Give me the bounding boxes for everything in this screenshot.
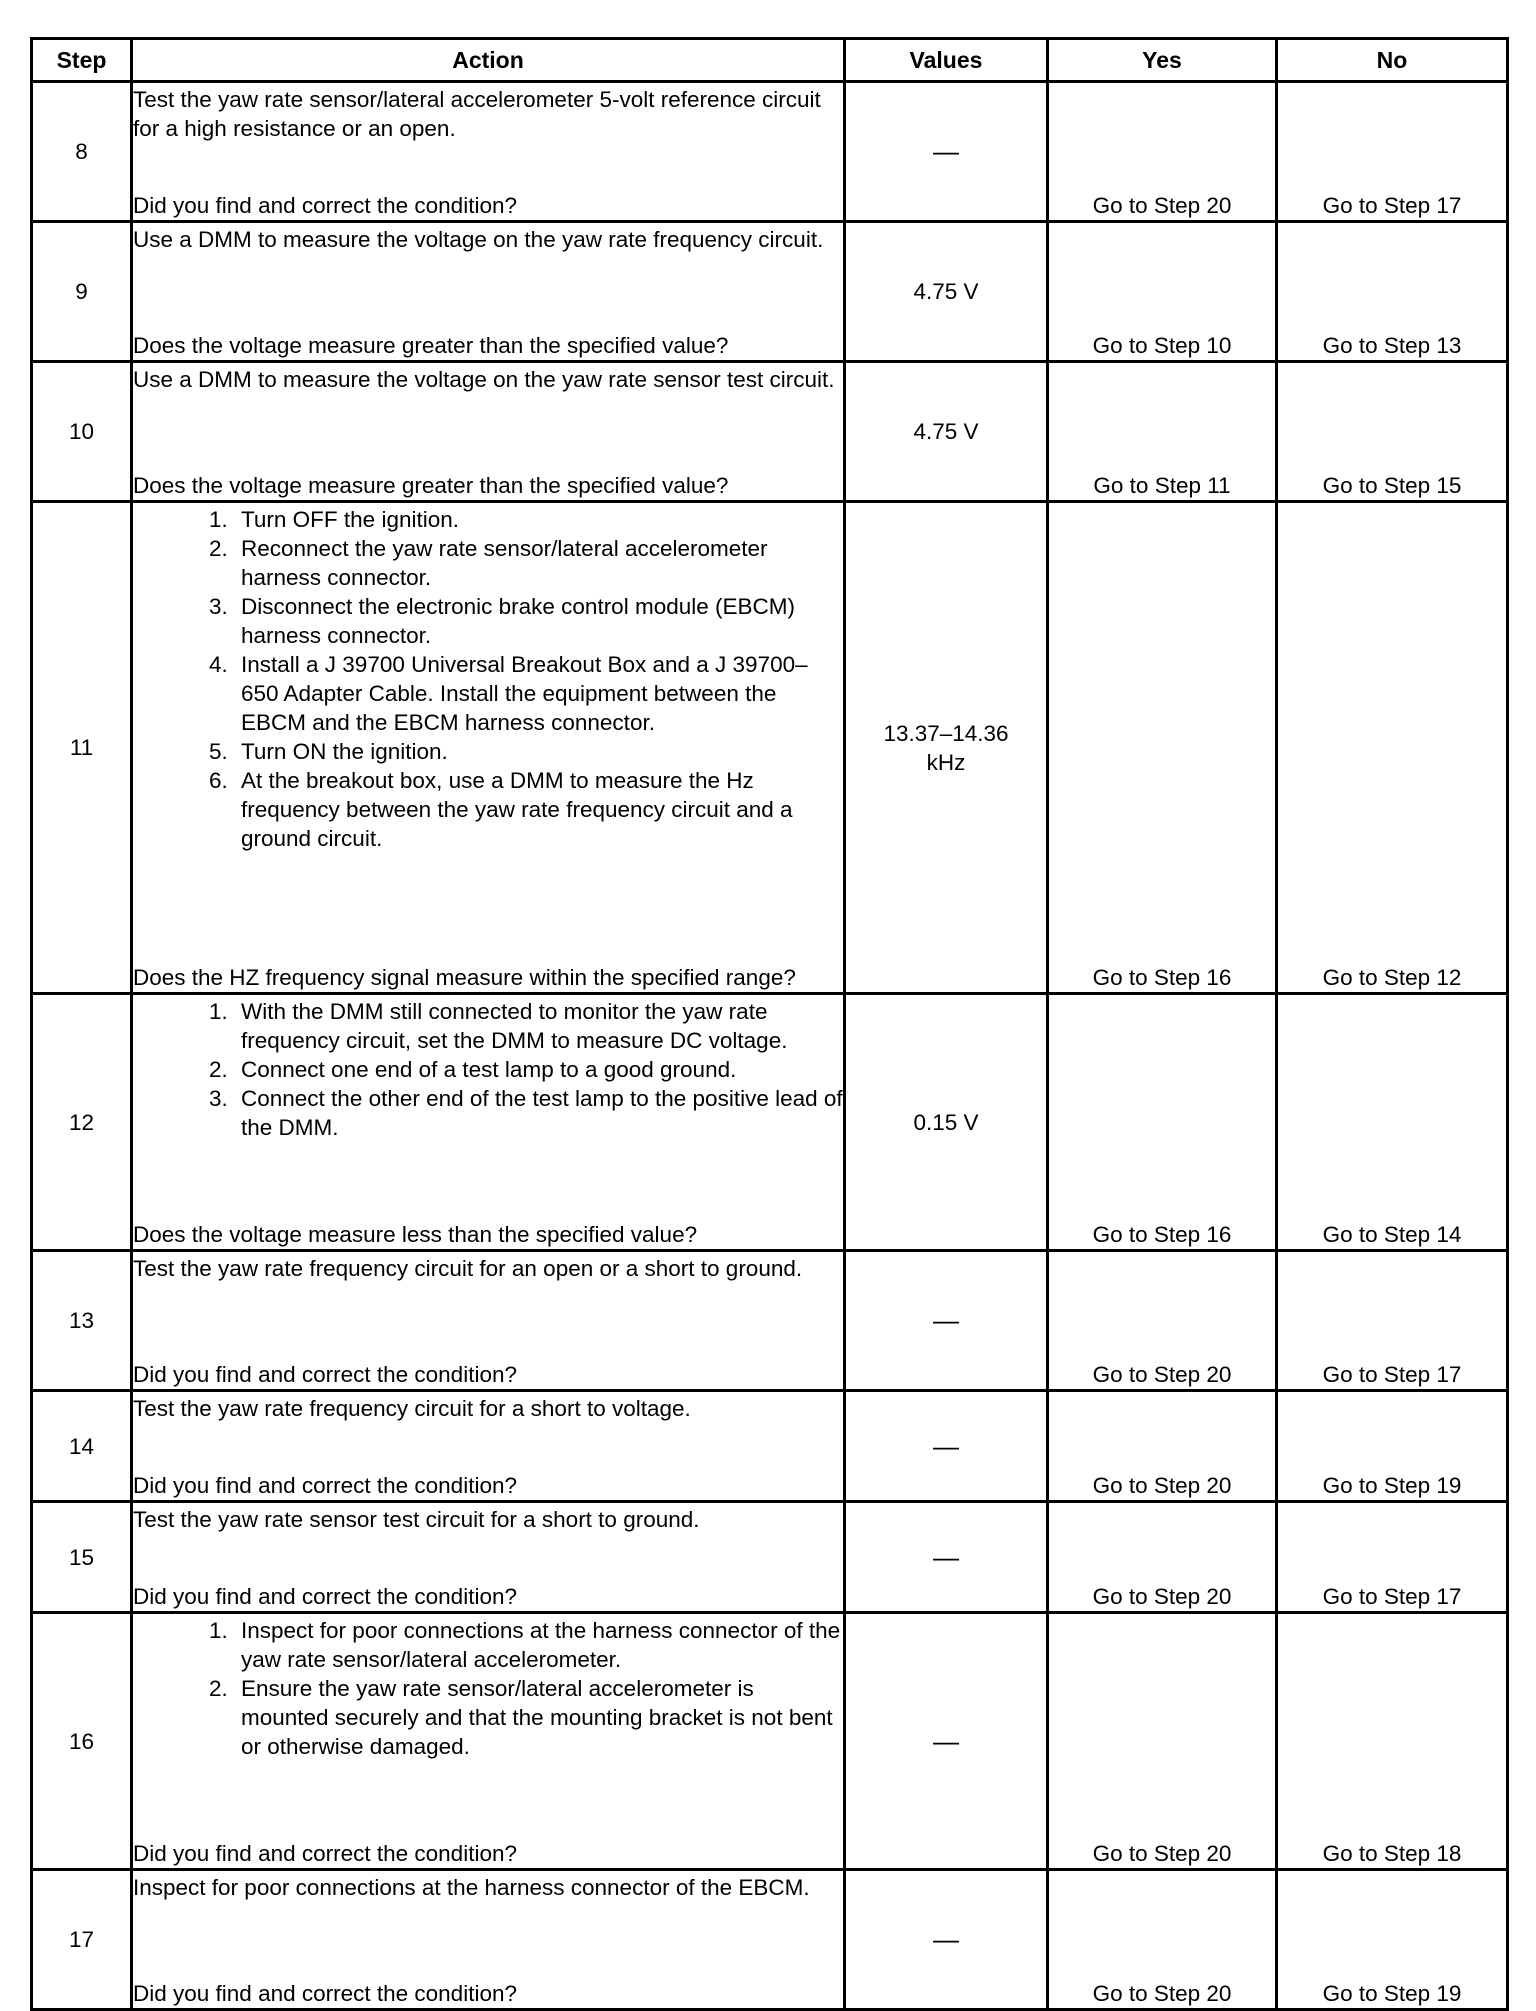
no-result: Go to Step 19 <box>1277 1870 1508 2010</box>
no-result: Go to Step 12 <box>1277 502 1508 994</box>
value-cell: — <box>845 1870 1048 2010</box>
action-content <box>133 995 843 1249</box>
action-text: Test the yaw rate frequency circuit for a short to voltage. <box>133 1396 691 1421</box>
yes-result: Go to Step 11 <box>1048 362 1277 502</box>
step-number: 14 <box>32 1391 132 1502</box>
action-question: Does the HZ frequency signal measure within the specified range? <box>133 965 796 990</box>
action-cell <box>132 1870 845 2010</box>
table-row <box>32 1251 1508 1391</box>
action-cell <box>132 82 845 222</box>
step-number: 16 <box>32 1613 132 1870</box>
action-cell <box>132 1502 845 1613</box>
value-cell: 4.75 V <box>845 222 1048 362</box>
yes-result: Go to Step 20 <box>1048 1251 1277 1391</box>
step-number: 9 <box>32 222 132 362</box>
action-question: Did you find and correct the condition? <box>133 1362 517 1387</box>
value-cell: — <box>845 1502 1048 1613</box>
action-steps-list <box>133 1616 843 1761</box>
action-question: Did you find and correct the condition? <box>133 1981 517 2006</box>
action-cell <box>132 1391 845 1502</box>
value-cell: 13.37–14.36 kHz <box>845 502 1048 994</box>
action-question: Did you find and correct the condition? <box>133 1584 517 1609</box>
no-result: Go to Step 13 <box>1277 222 1508 362</box>
action-step-item: 3. Disconnect the electronic brake control module (EBCM) harness connector. <box>234 592 843 650</box>
no-result: Go to Step 17 <box>1277 82 1508 222</box>
action-text: Use a DMM to measure the voltage on the yaw rate frequency circuit. <box>133 227 824 252</box>
table-row <box>32 1870 1508 2010</box>
action-cell <box>132 502 845 994</box>
step-number: 15 <box>32 1502 132 1613</box>
no-result: Go to Step 14 <box>1277 994 1508 1251</box>
header-no: No <box>1277 39 1508 82</box>
action-step-item: 5. Turn ON the ignition. <box>234 737 843 766</box>
no-result: Go to Step 17 <box>1277 1251 1508 1391</box>
step-number: 11 <box>32 502 132 994</box>
yes-result: Go to Step 20 <box>1048 1391 1277 1502</box>
action-step-item: 1. Inspect for poor connections at the harness connector of the yaw rate sensor/lateral accelerometer. <box>234 1616 843 1674</box>
action-question: Does the voltage measure less than the specified value? <box>133 1222 698 1247</box>
action-step-item: 2. Reconnect the yaw rate sensor/lateral accelerometer harness connector. <box>234 534 843 592</box>
header-values: Values <box>845 39 1048 82</box>
action-text: Test the yaw rate sensor/lateral accelerometer 5-volt reference circuit for a high resistance or an open. <box>133 87 821 141</box>
action-steps-list <box>133 997 843 1142</box>
action-content <box>133 363 843 500</box>
action-content <box>133 223 843 360</box>
yes-result: Go to Step 20 <box>1048 82 1277 222</box>
table-row <box>32 222 1508 362</box>
no-result: Go to Step 15 <box>1277 362 1508 502</box>
value-cell: 0.15 V <box>845 994 1048 1251</box>
step-number: 13 <box>32 1251 132 1391</box>
action-text: Test the yaw rate frequency circuit for an open or a short to ground. <box>133 1256 803 1281</box>
action-content <box>133 1252 843 1389</box>
action-cell <box>132 1251 845 1391</box>
action-text: Inspect for poor connections at the harness connector of the EBCM. <box>133 1875 810 1900</box>
header-step: Step <box>32 39 132 82</box>
action-step-item: 4. Install a J 39700 Universal Breakout Box and a J 39700–650 Adapter Cable. Install the equipment between the EBCM and the EBCM harness connector. <box>234 650 843 737</box>
action-content <box>133 1503 843 1611</box>
action-cell <box>132 1613 845 1870</box>
action-content <box>133 1392 843 1500</box>
table-row <box>32 1502 1508 1613</box>
diagnostic-table <box>30 37 1509 2011</box>
action-text: Test the yaw rate sensor test circuit for a short to ground. <box>133 1507 700 1532</box>
table-row <box>32 994 1508 1251</box>
step-number: 10 <box>32 362 132 502</box>
action-step-item: 2. Ensure the yaw rate sensor/lateral accelerometer is mounted securely and that the mounting bracket is not bent or otherwise damaged. <box>234 1674 843 1761</box>
action-step-item: 3. Connect the other end of the test lamp to the positive lead of the DMM. <box>234 1084 843 1142</box>
no-result: Go to Step 18 <box>1277 1613 1508 1870</box>
action-content <box>133 83 843 220</box>
header-action: Action <box>132 39 845 82</box>
yes-result: Go to Step 16 <box>1048 994 1277 1251</box>
step-number: 8 <box>32 82 132 222</box>
action-text: Use a DMM to measure the voltage on the yaw rate sensor test circuit. <box>133 367 835 392</box>
value-cell: — <box>845 82 1048 222</box>
table-row <box>32 1391 1508 1502</box>
action-step-item: 1. With the DMM still connected to monitor the yaw rate frequency circuit, set the DMM to measure DC voltage. <box>234 997 843 1055</box>
value-cell: 4.75 V <box>845 362 1048 502</box>
yes-result: Go to Step 20 <box>1048 1870 1277 2010</box>
action-question: Did you find and correct the condition? <box>133 1473 517 1498</box>
header-row <box>32 39 1508 82</box>
value-cell: — <box>845 1613 1048 1870</box>
step-number: 12 <box>32 994 132 1251</box>
yes-result: Go to Step 20 <box>1048 1502 1277 1613</box>
header-yes: Yes <box>1048 39 1277 82</box>
action-content <box>133 503 843 992</box>
action-cell <box>132 222 845 362</box>
no-result: Go to Step 19 <box>1277 1391 1508 1502</box>
yes-result: Go to Step 10 <box>1048 222 1277 362</box>
yes-result: Go to Step 16 <box>1048 502 1277 994</box>
action-step-item: 2. Connect one end of a test lamp to a good ground. <box>234 1055 843 1084</box>
value-cell: — <box>845 1391 1048 1502</box>
table-row <box>32 1613 1508 1870</box>
action-content <box>133 1614 843 1868</box>
action-question: Did you find and correct the condition? <box>133 1841 517 1866</box>
action-step-item: 1. Turn OFF the ignition. <box>234 505 843 534</box>
action-question: Did you find and correct the condition? <box>133 193 517 218</box>
value-cell: — <box>845 1251 1048 1391</box>
action-step-item: 6. At the breakout box, use a DMM to measure the Hz frequency between the yaw rate frequency circuit and a ground circuit. <box>234 766 843 853</box>
table-row <box>32 82 1508 222</box>
yes-result: Go to Step 20 <box>1048 1613 1277 1870</box>
no-result: Go to Step 17 <box>1277 1502 1508 1613</box>
action-steps-list <box>133 505 843 853</box>
action-question: Does the voltage measure greater than the specified value? <box>133 473 729 498</box>
action-cell <box>132 994 845 1251</box>
table-row <box>32 502 1508 994</box>
action-content <box>133 1871 843 2008</box>
action-cell <box>132 362 845 502</box>
action-question: Does the voltage measure greater than the specified value? <box>133 333 729 358</box>
step-number: 17 <box>32 1870 132 2010</box>
table-row <box>32 362 1508 502</box>
